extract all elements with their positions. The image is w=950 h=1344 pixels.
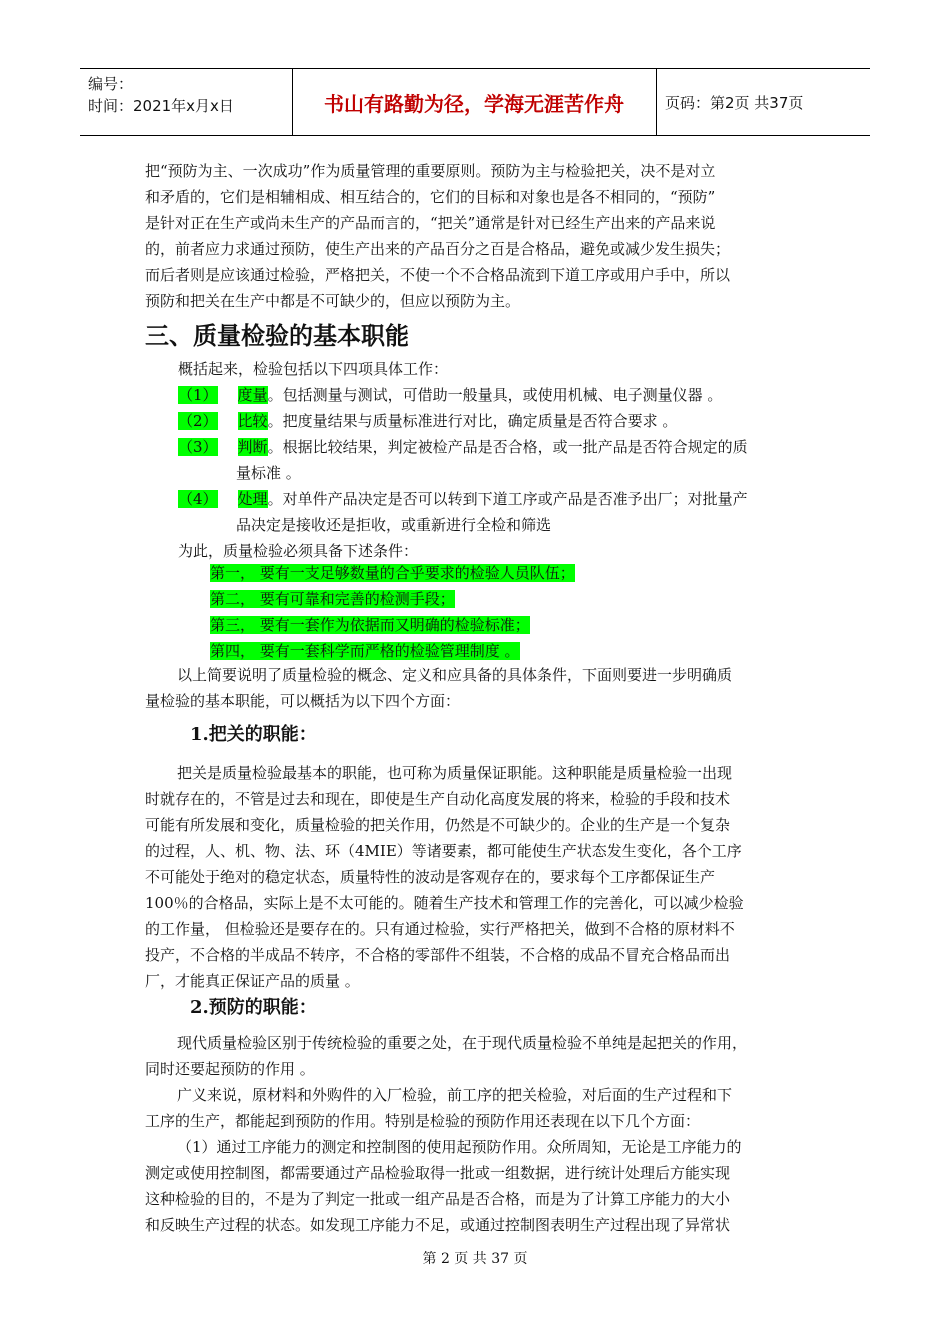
number-label: 编号： <box>88 75 134 93</box>
text-line: （1）通过工序能力的测定和控制图的使用起预防作用。众所周知，无论是工序能力的 <box>177 1138 742 1156</box>
intro-paragraph <box>145 158 730 314</box>
task-text: 。把度量结果与质量标准进行对比，确定质量是否符合要求 。 <box>267 412 678 430</box>
header-page-label: 页码：第2页 共37页 <box>665 94 804 112</box>
condition-text: 第三， 要有一套作为依据而又明确的检验标准； <box>210 616 530 634</box>
text-line: 预防和把关在生产中都是不可缺少的，但应以预防为主。 <box>145 292 521 310</box>
task-number: （1） <box>178 386 218 404</box>
text-line: 不可能处于绝对的稳定状态，质量特性的波动是客观存在的，要求每个工序都保证生产 <box>145 868 716 886</box>
text-line: 投产，不合格的半成品不转序，不合格的零部件不组装，不合格的成品不冒充合格品而出 <box>145 946 731 964</box>
list-item <box>210 560 575 586</box>
list-item <box>178 408 748 434</box>
sub2-paragraph-2 <box>145 1082 732 1134</box>
list-item <box>178 434 748 460</box>
summary2-paragraph <box>145 662 732 714</box>
condition-text: 第二， 要有可靠和完善的检测手段； <box>210 590 455 608</box>
task-text: 。包括测量与测试，可借助一般量具，或使用机械、电子测量仪器 。 <box>267 386 723 404</box>
conditions-intro: 为此，质量检验必须具备下述条件： <box>178 542 419 560</box>
text-line: 和反映生产过程的状态。如发现工序能力不足，或通过控制图表明生产过程出现了异常状 <box>145 1216 731 1234</box>
text-line: 厂，才能真正保证产品的质量 。 <box>145 972 360 990</box>
text-line: 这种检验的目的，不是为了判定一批或一组产品是否合格，而是为了计算工序能力的大小 <box>145 1190 731 1208</box>
condition-text: 第一， 要有一支足够数量的合乎要求的检验人员队伍； <box>210 564 575 582</box>
list-item <box>178 486 748 512</box>
task-term: 判断 <box>237 438 268 456</box>
text-line: 现代质量检验区别于传统检验的重要之处，在于现代质量检验不单纯是起把关的作用， <box>177 1034 748 1052</box>
text-line: 时就存在的，不管是过去和现在，即使是生产自动化高度发展的将来，检验的手段和技术 <box>145 790 731 808</box>
conditions-list <box>210 560 575 664</box>
text-line: 把“预防为主、一次成功”作为质量管理的重要原则。预防为主与检验把关，决不是对立 <box>145 162 716 180</box>
condition-text: 第四， 要有一套科学而严格的检验管理制度 。 <box>210 642 520 660</box>
task-number: （3） <box>178 438 218 456</box>
sub1-paragraph <box>145 760 744 994</box>
summary-text: 概括起来，检验包括以下四项具体工作： <box>178 360 449 378</box>
header-divider <box>656 69 657 135</box>
task-text: 。对单件产品决定是否可以转到下道工序或产品是否准予出厂；对批量产 <box>267 490 748 508</box>
text-line: 的，前者应力求通过预防，使生产出来的产品百分之百是合格品，避免或减少发生损失； <box>145 240 731 258</box>
subsection-title: 1.把关的职能： <box>190 724 317 745</box>
section-title: 三、质量检验的基本职能 <box>145 322 409 350</box>
header-info <box>88 73 288 117</box>
text-line: 量检验的基本职能，可以概括为以下四个方面： <box>145 692 461 710</box>
task-number: （4） <box>178 490 218 508</box>
date-label: 时间：2021年x月x日 <box>88 97 234 115</box>
sub2-paragraph-1 <box>145 1030 747 1082</box>
text-line: 100％的合格品，实际上是不太可能的。随着生产技术和管理工作的完善化，可以减少检验 <box>145 894 744 912</box>
list-item <box>210 638 575 664</box>
text-line: 的过程，人、机、物、法、环（4MIE）等诸要素，都可能使生产状态发生变化，各个工序 <box>145 842 742 860</box>
text-line: 把关是质量检验最基本的职能，也可称为质量保证职能。这种职能是质量检验一出现 <box>177 764 733 782</box>
list-item <box>178 382 748 408</box>
text-line: 可能有所发展和变化，质量检验的把关作用，仍然是不可缺少的。企业的生产是一个复杂 <box>145 816 731 834</box>
text-line: 测定或使用控制图，都需要通过产品检验取得一批或一组数据，进行统计处理后方能实现 <box>145 1164 731 1182</box>
task-text: 。根据比较结果，判定被检产品是否合格，或一批产品是否符合规定的质 <box>267 438 748 456</box>
task-list <box>178 382 748 538</box>
text-line: 同时还要起预防的作用 。 <box>145 1060 315 1078</box>
text-line: 的工作量， 但检验还是要存在的。只有通过检验，实行严格把关，做到不合格的原材料不 <box>145 920 735 938</box>
page-footer: 第 2 页 共 37 页 <box>422 1251 528 1267</box>
page-header <box>80 68 870 136</box>
task-term: 比较 <box>237 412 268 430</box>
task-text-continued: 量标准 。 <box>236 464 301 482</box>
text-line: 工序的生产，都能起到预防的作用。特别是检验的预防作用还表现在以下几个方面： <box>145 1112 701 1130</box>
task-text-continued: 品决定是接收还是拒收，或重新进行全检和筛选 <box>236 516 552 534</box>
text-line: 是针对正在生产或尚未生产的产品而言的，“把关”通常是针对已经生产出来的产品来说 <box>145 214 716 232</box>
sub2-paragraph-3 <box>145 1134 742 1238</box>
task-term: 处理 <box>237 490 268 508</box>
task-number: （2） <box>178 412 218 430</box>
list-item <box>210 586 575 612</box>
text-line: 和矛盾的，它们是相辅相成、相互结合的，它们的目标和对象也是各不相同的，“预防” <box>145 188 716 206</box>
header-motto: 书山有路勤为径，学海无涯苦作舟 <box>324 92 624 116</box>
text-line: 而后者则是应该通过检验，严格把关，不使一个不合格品流到下道工序或用户手中，所以 <box>145 266 731 284</box>
subsection-title: 2.预防的职能： <box>190 997 317 1018</box>
list-item <box>210 612 575 638</box>
text-line: 以上简要说明了质量检验的概念、定义和应具备的具体条件，下面则要进一步明确质 <box>177 666 733 684</box>
header-divider <box>292 69 293 135</box>
text-line: 广义来说，原材料和外购件的入厂检验，前工序的把关检验，对后面的生产过程和下 <box>177 1086 733 1104</box>
task-term: 度量 <box>237 386 268 404</box>
